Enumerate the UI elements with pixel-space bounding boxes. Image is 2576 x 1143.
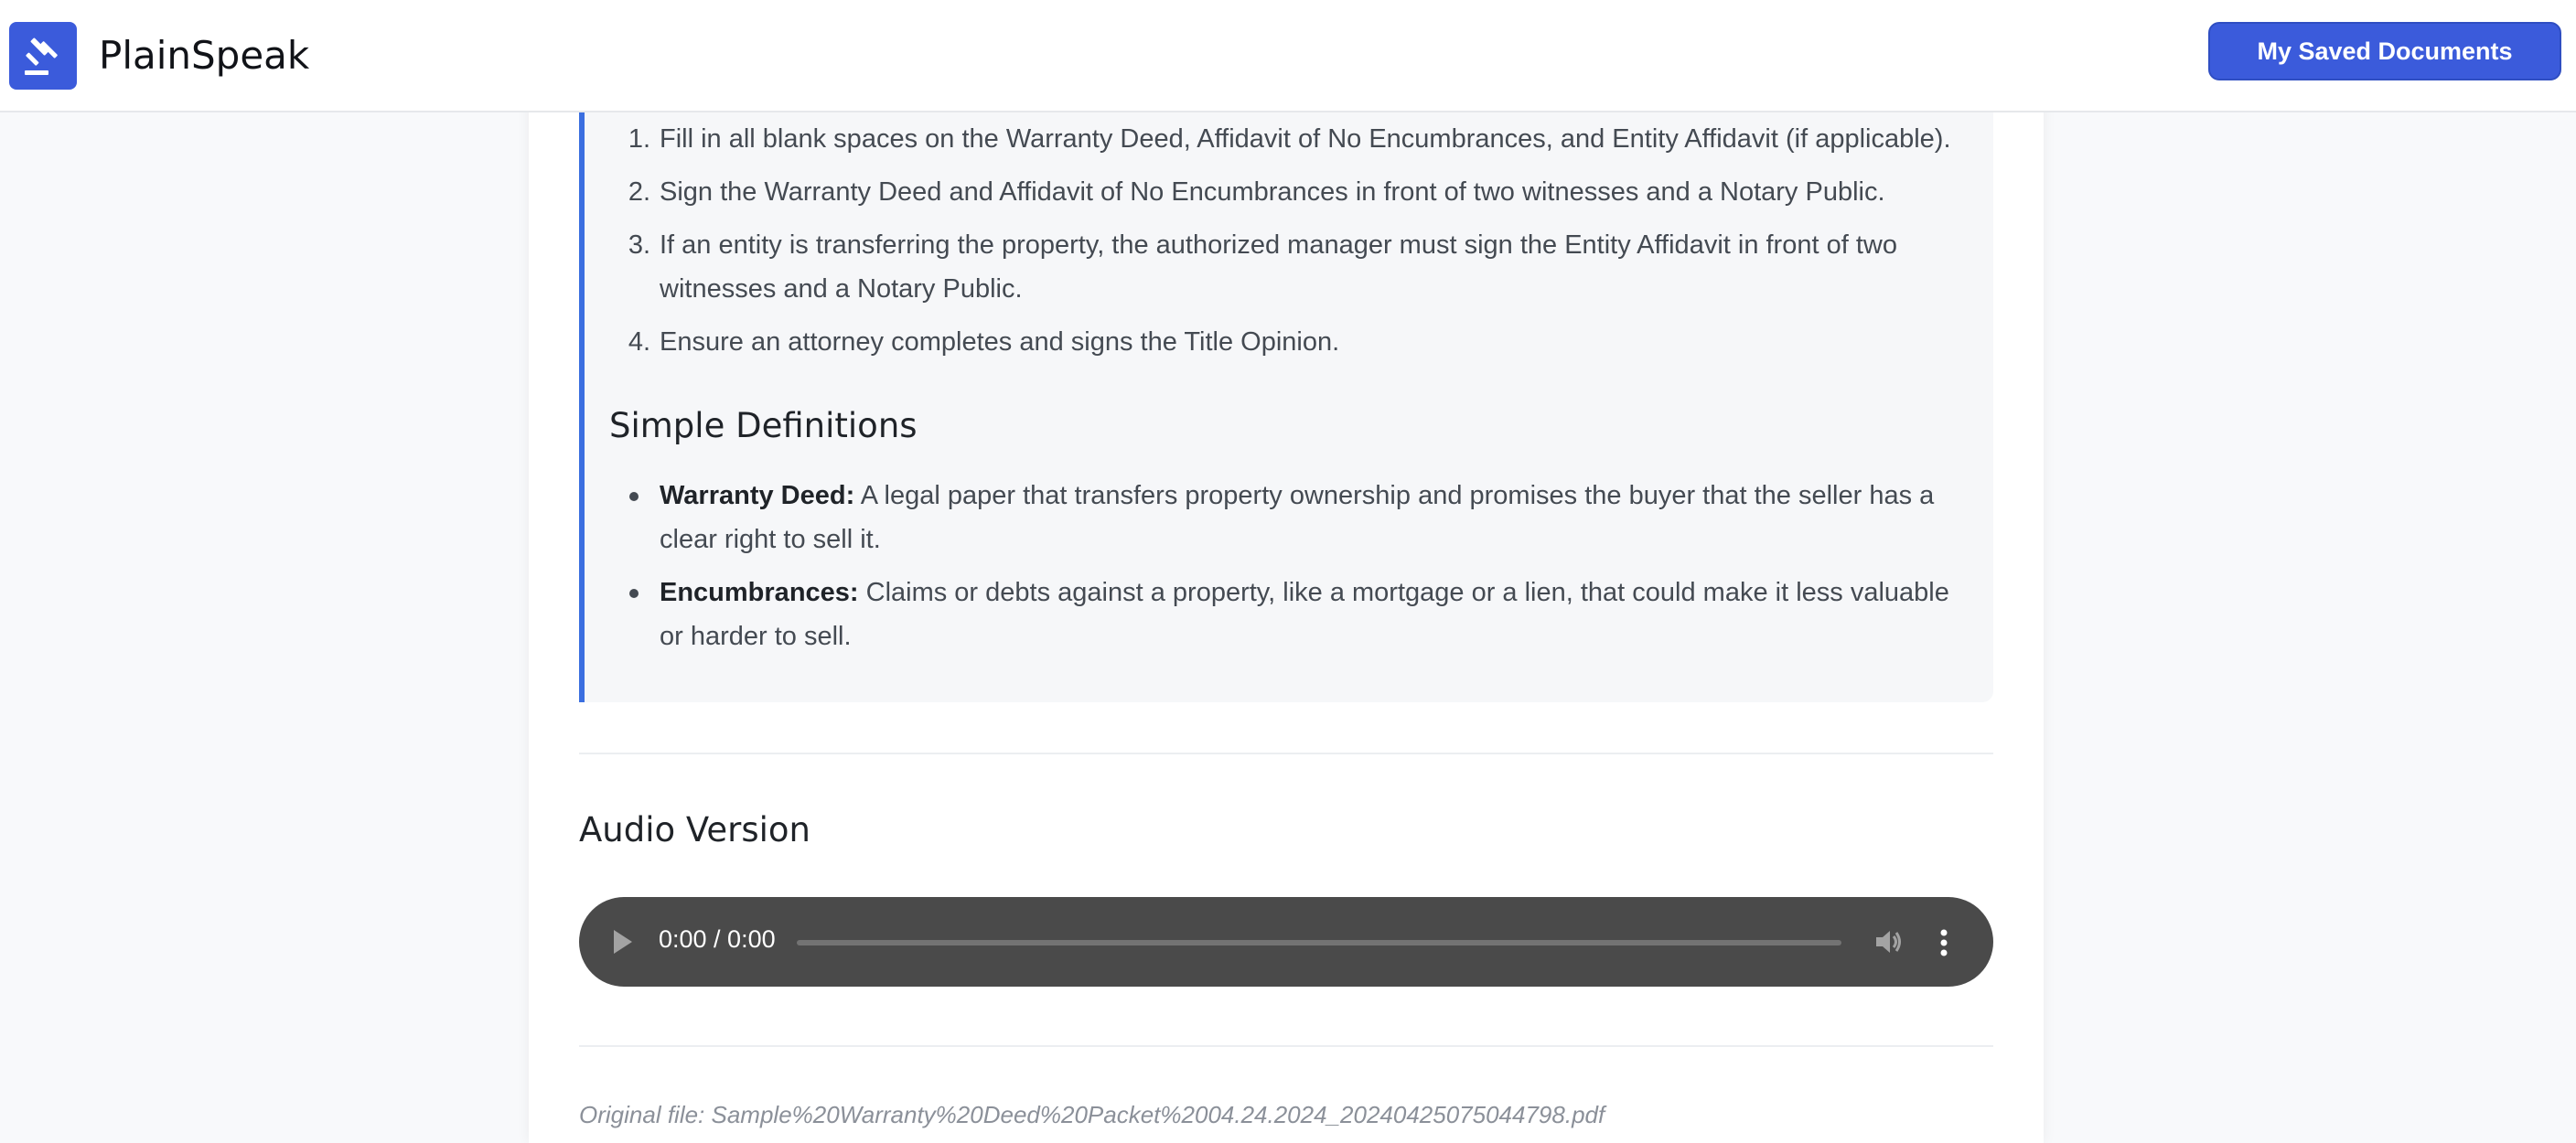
audio-time: 0:00 / 0:00 (659, 925, 776, 953)
audio-progress-bar[interactable] (797, 940, 1841, 945)
volume-icon[interactable] (1874, 928, 1904, 956)
definitions-list (660, 474, 1977, 668)
brand-name: PlainSpeak (99, 33, 310, 78)
list-item (660, 474, 1977, 561)
more-options-icon[interactable] (1938, 928, 1949, 957)
section-divider (579, 1045, 1993, 1047)
list-item (628, 320, 1986, 364)
audio-version-heading: Audio Version (579, 810, 810, 849)
original-file-name: Original file: Sample%20Warranty%20Deed%20Packet%2004.24.2024_20240425075044798.pdf (579, 1101, 1605, 1128)
list-item (660, 571, 1977, 658)
step-text: Ensure an attorney completes and signs the Title Opinion. (660, 327, 1340, 357)
audio-player[interactable] (579, 897, 1993, 987)
play-icon[interactable] (614, 930, 632, 954)
step-text: If an entity is transferring the property, the authorized manager must sign the Entity Affidavit in front of two witnesses and a Notary Public. (660, 230, 1897, 304)
step-number: 2. (628, 177, 650, 207)
bullet (629, 589, 639, 598)
definition-text: A legal paper that transfers property ownership and promises the buyer that the seller has a clear right to sell it. (660, 481, 1935, 554)
definition-text: Claims or debts against a property, like a mortgage or a lien, that could make it less valuable or harder to sell. (660, 578, 1949, 651)
section-divider (579, 753, 1993, 754)
list-item (628, 117, 1986, 161)
gavel-icon (21, 34, 65, 78)
my-saved-documents-button[interactable]: My Saved Documents (2208, 22, 2561, 80)
list-item (628, 170, 1986, 214)
step-number: 4. (628, 327, 650, 357)
step-text: Sign the Warranty Deed and Affidavit of No Encumbrances in front of two witnesses and a Notary Public. (660, 177, 1885, 207)
list-item (628, 223, 1986, 311)
definition-term: Warranty Deed: (660, 481, 855, 510)
logo[interactable] (9, 22, 77, 90)
simple-definitions-heading: Simple Definitions (609, 406, 918, 445)
definition-term: Encumbrances: (660, 578, 859, 607)
bullet (629, 492, 639, 501)
step-number: 1. (628, 124, 650, 154)
instruction-steps-list (628, 117, 1986, 373)
app-header (0, 0, 2576, 112)
step-number: 3. (628, 230, 650, 260)
step-text: Fill in all blank spaces on the Warranty Deed, Affidavit of No Encumbrances, and Entity Affidavit (if applicable). (660, 124, 1951, 154)
